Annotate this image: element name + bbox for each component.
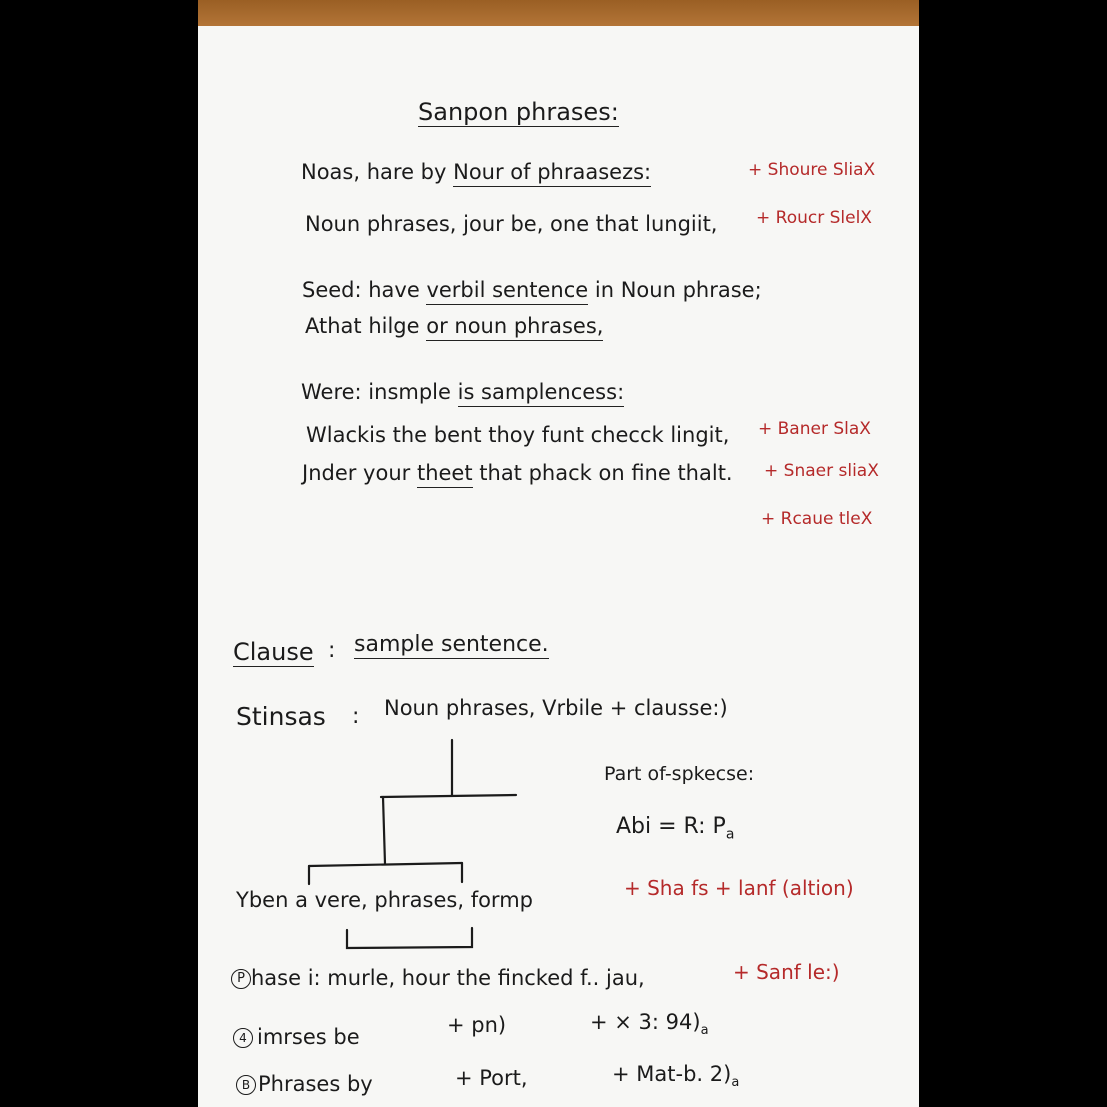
- text-line-7-end: that phack on fine thalt.: [472, 461, 733, 485]
- list-row-2-right-text: + Mat-b. 2): [612, 1062, 732, 1086]
- margin-note-5: + Rcaue tleX: [761, 509, 873, 529]
- text-line-4-start: Athat hilge: [305, 314, 427, 338]
- text-line-1-start: Noas, hare by: [301, 160, 454, 184]
- list-row-2-right: [612, 1064, 739, 1089]
- list-row-1-right: [590, 1012, 709, 1037]
- yben-note: + Sha fs + lanf (altion): [624, 876, 854, 900]
- margin-note-3: + Baner SlaX: [758, 419, 871, 439]
- page-title: Sanpon phrases:: [418, 98, 619, 126]
- formula-main: Abi = R: P: [616, 814, 726, 839]
- tree-branch-lower: [309, 863, 462, 866]
- list-row-2-text: Phrases by: [258, 1072, 373, 1096]
- yben-line: Yben a vere, phrases, formp: [236, 888, 533, 912]
- margin-note-1: + Shoure SliaX: [748, 160, 876, 180]
- list-row-2-subscript: a: [731, 1075, 740, 1091]
- text-line-6: Wlackis the bent thoy funt checck lingit,: [306, 423, 730, 447]
- list-row-1-subscript: a: [700, 1023, 709, 1039]
- list-row-1-mark: 4: [233, 1028, 253, 1048]
- tree-stem-middle: [383, 797, 385, 864]
- list-row-1: [233, 1027, 360, 1048]
- formula: [616, 816, 734, 841]
- clause-colon: :: [328, 638, 336, 663]
- list-row-2-mark: B: [236, 1075, 256, 1095]
- margin-note-2: + Roucr SlelX: [756, 208, 872, 228]
- bottom-bracket: [347, 928, 472, 948]
- list-row-2: [236, 1074, 373, 1095]
- stinsas-value: Noun phrases, Vrbile + clausse:): [384, 696, 728, 720]
- text-line-5-underlined: is samplencess:: [458, 380, 625, 407]
- list-row-1-right-text: + × 3: 94): [590, 1010, 701, 1034]
- formula-subscript: a: [725, 826, 735, 843]
- phase-line: [231, 968, 645, 989]
- text-line-5-start: Were: insmple: [301, 380, 458, 404]
- text-line-3-underlined: verbil sentence: [426, 278, 588, 305]
- margin-note-4: + Snaer sliaX: [764, 461, 879, 481]
- phase-note: + Sanf le:): [733, 960, 840, 984]
- text-line-3-start: Seed: have: [302, 278, 427, 302]
- list-row-1-text: imrses be: [257, 1025, 360, 1049]
- text-line-1-underlined: Nour of phraasezs:: [453, 160, 651, 187]
- clause-value: sample sentence.: [354, 632, 549, 657]
- part-of-speech-label: Part of-spkecse:: [604, 763, 755, 785]
- list-row-2-mid: + Port,: [455, 1066, 528, 1090]
- text-line-3-end: in Noun phrase;: [588, 278, 762, 302]
- tree-branch-upper: [381, 795, 516, 797]
- stinsas-colon: :: [352, 704, 360, 729]
- text-line-2: Noun phrases, jour be, one that lungiit,: [305, 212, 718, 236]
- text-line-4-underlined: or noun phrases,: [426, 314, 603, 341]
- list-row-1-mid: + pn): [447, 1013, 507, 1037]
- text-line-7-underlined: theet: [417, 461, 473, 488]
- phase-text: hase i: murle, hour the fincked f.. jau,: [251, 966, 645, 990]
- stinsas-label: Stinsas: [236, 702, 326, 731]
- clause-label: Clause: [233, 638, 314, 666]
- phase-mark: P: [231, 969, 251, 989]
- text-line-7-start: Jnder your: [302, 461, 417, 485]
